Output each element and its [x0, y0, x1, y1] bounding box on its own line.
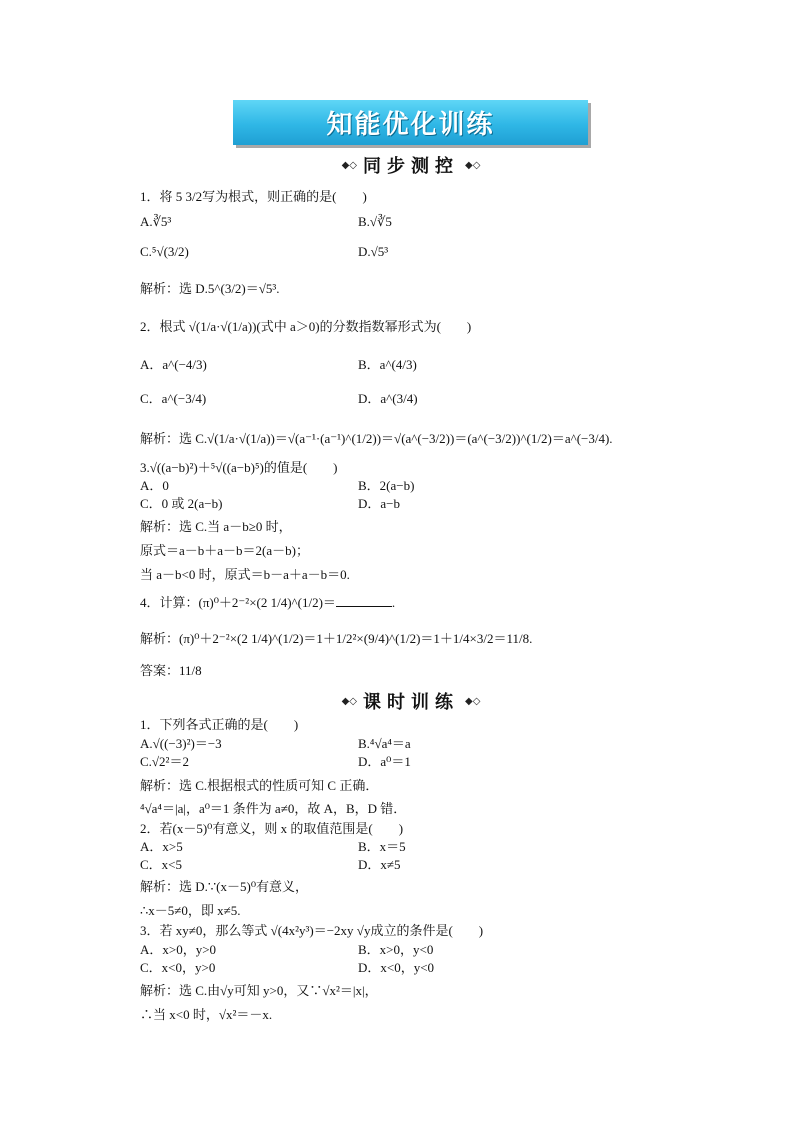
analysis: ∴当 x<0 时，√x²＝－x. [140, 1007, 273, 1022]
option-a: A.√((−3)²)＝−3 [140, 736, 222, 751]
option-c: C．a^(−3/4) [140, 391, 207, 406]
option-d: D．x≠5 [358, 857, 401, 872]
option-c: C.⁵√(3/2) [140, 244, 189, 259]
option-d: D.√5³ [358, 244, 389, 259]
analysis: ∴x－5≠0，即 x≠5. [140, 903, 241, 918]
question-stem: 1．将 5 3/2写为根式，则正确的是( ) [140, 189, 367, 204]
page-title: 知能优化训练 [326, 110, 495, 140]
analysis: 解析：选 C.√(1/a·√(1/a))＝√(a⁻¹·(a⁻¹)^(1/2))＝√(a^(−3/2))＝(a^(−3/2))^(1/2)＝a^(−3/4). [140, 431, 613, 446]
option-b: B．x＝5 [358, 839, 406, 854]
question-stem: 3．若 xy≠0，那么等式 √(4x²y³)＝−2xy √y成立的条件是( ) [140, 923, 484, 938]
analysis: ⁴√a⁴＝|a|，a⁰＝1 条件为 a≠0，故 A，B，D 错． [140, 801, 407, 816]
question-stem: 2．根式 √(1/a·√(1/a))(式中 a＞0)的分数指数幂形式为( ) [140, 319, 472, 334]
option-a: A．x>5 [140, 839, 183, 854]
section-header-lesson [326, 689, 496, 713]
question-stem: 4．计算：(π)⁰＋2⁻²×(2 1/4)^(1/2)＝ . [140, 595, 396, 610]
option-a: A.∛5³ [140, 214, 172, 229]
diamond-icon: ◆◇ [341, 695, 357, 707]
title-banner [233, 100, 588, 145]
option-d: D．a^(3/4) [358, 391, 418, 406]
diamond-icon: ◆◇ [465, 695, 481, 707]
question-stem: 3.√((a−b)²)＋⁵√((a−b)⁵)的值是( ) [140, 460, 338, 475]
option-b: B.√∛5 [358, 214, 392, 229]
option-c: C.√2²＝2 [140, 754, 189, 769]
option-d: D．x<0，y<0 [358, 960, 435, 975]
analysis: 解析：选 C.根据根式的性质可知 C 正确． [140, 778, 379, 793]
analysis: 解析：选 C.由√y可知 y>0，又∵√x²＝|x|， [140, 983, 378, 998]
answer: 答案：11/8 [140, 663, 202, 678]
question-stem: 1．下列各式正确的是( ) [140, 717, 299, 732]
section-title: 同步测控 [363, 156, 459, 177]
option-b: B．2(a−b) [358, 478, 415, 493]
option-c: C．x<5 [140, 857, 183, 872]
option-c: C．0 或 2(a−b) [140, 496, 223, 511]
option-c: C．x<0，y>0 [140, 960, 216, 975]
analysis: 解析：选 D.5^(3/2)＝√5³. [140, 281, 280, 296]
stem-text: 4．计算：(π)⁰＋2⁻²×(2 1/4)^(1/2)＝ [140, 595, 336, 610]
option-b: B.⁴√a⁴＝a [358, 736, 411, 751]
diamond-icon: ◆◇ [341, 159, 357, 171]
analysis: 解析：(π)⁰＋2⁻²×(2 1/4)^(1/2)＝1＋1/2²×(9/4)^(1/2)＝1＋1/4×3/2＝11/8. [140, 631, 533, 646]
diamond-icon: ◆◇ [465, 159, 481, 171]
option-a: A．x>0，y>0 [140, 942, 217, 957]
analysis: 解析：选 D.∵(x－5)⁰有意义， [140, 879, 309, 894]
option-b: B．x>0，y<0 [358, 942, 434, 957]
option-a: A．a^(−4/3) [140, 357, 207, 372]
option-d: D．a⁰＝1 [358, 754, 411, 769]
section-title: 课时训练 [363, 692, 459, 713]
question-stem: 2．若(x－5)⁰有意义，则 x 的取值范围是( ) [140, 821, 404, 836]
analysis: 当 a－b<0 时，原式＝b－a＋a－b＝0. [140, 567, 350, 582]
section-header-sync [326, 153, 496, 177]
option-a: A．0 [140, 478, 169, 493]
analysis: 原式＝a－b＋a－b＝2(a－b)； [140, 543, 309, 558]
analysis: 解析：选 C.当 a－b≥0 时， [140, 519, 292, 534]
answer-blank[interactable] [336, 594, 392, 607]
option-b: B．a^(4/3) [358, 357, 417, 372]
option-d: D．a−b [358, 496, 400, 511]
